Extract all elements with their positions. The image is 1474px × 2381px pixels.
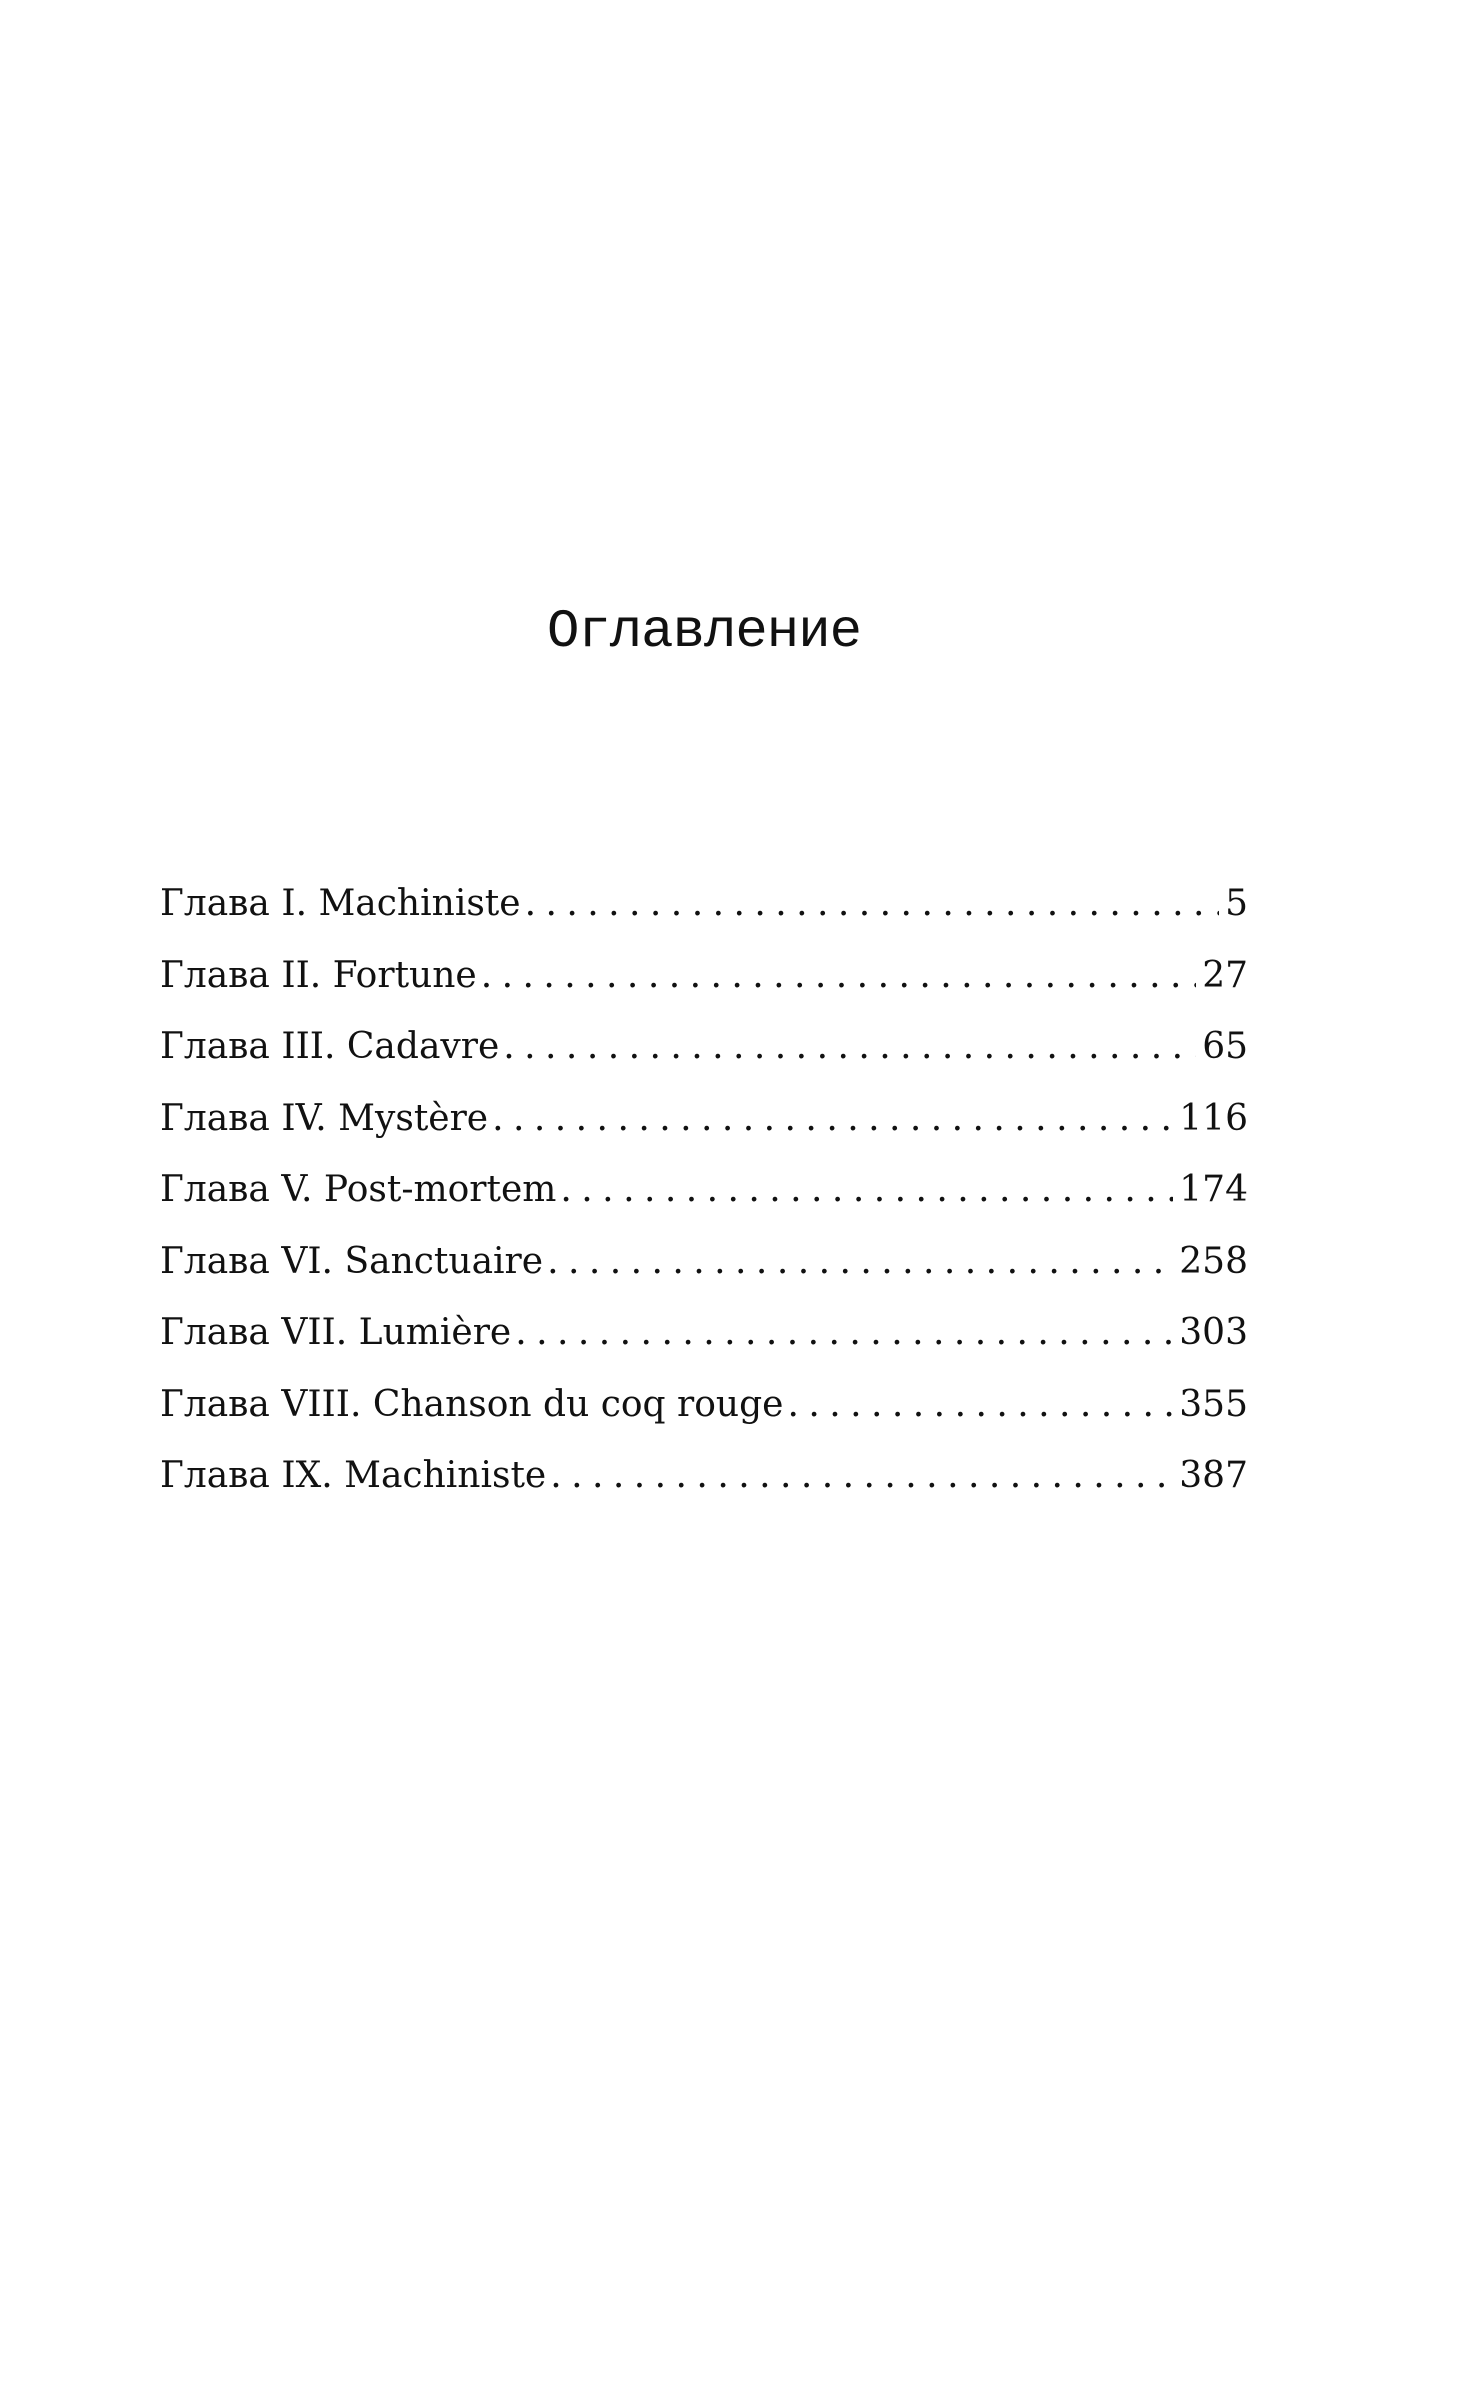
toc-entry-title: Глава I. Machiniste <box>160 883 521 924</box>
toc-entry-title: Глава III. Cadavre <box>160 1026 500 1067</box>
toc-entry-title: Глава VII. Lumière <box>160 1312 512 1353</box>
toc-page-number: 258 <box>1179 1240 1248 1282</box>
toc-dot-leader <box>560 1164 1173 1216</box>
toc-dot-leader <box>547 1236 1173 1288</box>
toc-list <box>160 878 1248 1522</box>
toc-entry[interactable] <box>160 1236 1248 1308</box>
toc-entry-title: Глава VIII. Chanson du coq rouge <box>160 1383 784 1425</box>
toc-page-number: 27 <box>1202 954 1248 996</box>
toc-entry[interactable] <box>160 1021 1248 1093</box>
toc-entry-title: Глава IV. Mystère <box>160 1097 489 1139</box>
toc-entry[interactable] <box>160 950 1248 1022</box>
toc-dot-leader <box>503 1021 1196 1073</box>
toc-page-number: 303 <box>1179 1312 1248 1353</box>
toc-page-number: 116 <box>1179 1097 1248 1139</box>
toc-entry-title: Глава VI. Sanctuaire <box>160 1240 544 1282</box>
toc-entry[interactable] <box>160 1093 1248 1165</box>
toc-entry[interactable] <box>160 1379 1248 1451</box>
toc-dot-leader <box>525 878 1220 930</box>
toc-dot-leader <box>481 950 1196 1002</box>
toc-dot-leader <box>787 1379 1173 1431</box>
toc-page-number: 5 <box>1225 883 1248 924</box>
toc-page-number: 65 <box>1202 1026 1248 1067</box>
toc-entry[interactable] <box>160 1450 1248 1522</box>
toc-page-number: 355 <box>1179 1383 1248 1425</box>
toc-dot-leader <box>515 1307 1173 1359</box>
toc-entry[interactable] <box>160 1307 1248 1379</box>
toc-page-number: 387 <box>1179 1455 1248 1496</box>
toc-entry-title: Глава V. Post-mortem <box>160 1169 557 1210</box>
toc-entry[interactable] <box>160 1164 1248 1236</box>
toc-title: Оглавление <box>546 602 862 663</box>
toc-entry[interactable] <box>160 878 1248 950</box>
toc-entry-title: Глава II. Fortune <box>160 954 477 996</box>
toc-page-number: 174 <box>1179 1169 1248 1210</box>
toc-entry-title: Глава IX. Machiniste <box>160 1455 547 1496</box>
toc-dot-leader <box>550 1450 1173 1502</box>
toc-dot-leader <box>492 1093 1173 1145</box>
